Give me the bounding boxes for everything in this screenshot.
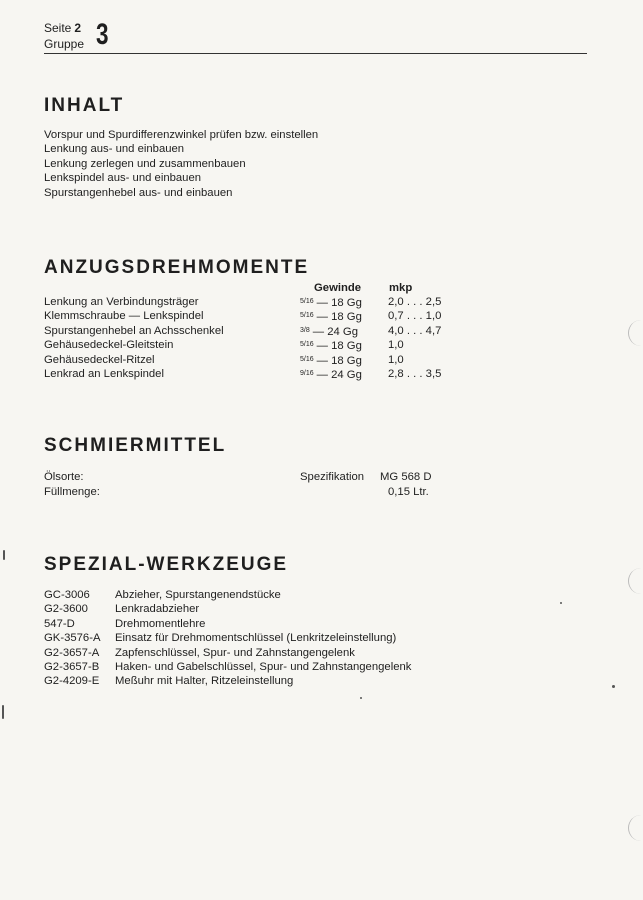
oelsorte-label: Ölsorte: xyxy=(44,471,84,483)
fraction-numerator: 5 xyxy=(300,355,304,363)
fraction-slash: / xyxy=(303,355,306,363)
tool-code: G2-3657-A xyxy=(44,646,100,659)
fraction-numerator: 9 xyxy=(300,370,304,377)
tool-code: G2-3600 xyxy=(44,603,88,616)
torque-part: Lenkung an Verbindungsträger xyxy=(44,296,199,308)
fuellmenge-value: 0,15 Ltr. xyxy=(388,486,429,498)
torque-part: Gehäusedeckel-Gleitstein xyxy=(44,339,174,352)
gewinde-pitch: — 18 Gg xyxy=(316,297,362,309)
tool-description: Haken- und Gabelschlüssel, Spur- und Zahnstangengelenk xyxy=(115,661,412,673)
tool-description: Drehmomentlehre xyxy=(115,617,206,630)
spezifikation-value: MG 568 D xyxy=(380,471,432,483)
inhalt-item: Spurstangenhebel aus- und einbauen xyxy=(44,186,233,199)
gruppe-number: 3 xyxy=(96,18,109,51)
torque-mkp: 1,0 xyxy=(388,353,404,366)
tool-code: G2-3657-B xyxy=(44,661,100,673)
torque-gewinde xyxy=(300,324,358,339)
anzugsdrehmomente-heading: ANZUGSDREHMOMENTE xyxy=(44,257,310,278)
torque-gewinde xyxy=(300,353,362,368)
fraction-denominator: 16 xyxy=(305,298,314,305)
inhalt-item: Lenkung aus- und einbauen xyxy=(44,143,185,156)
schmiermittel-heading: SCHMIERMITTEL xyxy=(44,435,227,456)
gewinde-column-header: Gewinde xyxy=(314,282,362,294)
inhalt-item: Lenkung zerlegen und zusammenbauen xyxy=(44,157,246,170)
torque-part: Klemmschraube — Lenkspindel xyxy=(44,310,204,323)
torque-part: Gehäusedeckel-Ritzel xyxy=(44,353,155,366)
tool-code: 547-D xyxy=(44,617,75,630)
seite-label: Seite xyxy=(44,21,72,35)
fraction-numerator: 5 xyxy=(300,298,304,305)
fraction-numerator: 5 xyxy=(300,312,304,320)
torque-part: Spurstangenhebel an Achsschenkel xyxy=(44,324,224,337)
fraction-slash: / xyxy=(303,298,306,305)
inhalt-item: Vorspur und Spurdifferenzwinkel prüfen bzw. einstellen xyxy=(44,129,319,141)
gewinde-pitch: — 18 Gg xyxy=(316,354,362,367)
inhalt-item: Lenkspindel aus- und einbauen xyxy=(44,172,202,185)
tool-description: Abzieher, Spurstangenendstücke xyxy=(115,589,281,601)
torque-mkp: 0,7 . . . 1,0 xyxy=(388,310,442,323)
tool-description: Zapfenschlüssel, Spur- und Zahnstangengelenk xyxy=(115,646,355,659)
fraction-denominator: 16 xyxy=(305,355,314,363)
spezifikation-label: Spezifikation xyxy=(300,471,365,483)
tool-description: Lenkradabzieher xyxy=(115,603,200,616)
tool-code: GC-3006 xyxy=(44,589,90,601)
seite-number: 2 xyxy=(74,21,82,35)
fraction-slash: / xyxy=(303,341,306,349)
fraction-denominator: 16 xyxy=(305,341,314,349)
tool-code: G2-4209-E xyxy=(44,675,100,688)
torque-mkp: 2,8 . . . 3,5 xyxy=(388,368,442,380)
fraction-denominator: 8 xyxy=(305,326,310,334)
fuellmenge-label: Füllmenge: xyxy=(44,486,100,498)
fraction-numerator: 5 xyxy=(300,341,304,349)
torque-mkp: 1,0 xyxy=(388,339,404,352)
seite-line xyxy=(44,21,81,35)
fraction-denominator: 16 xyxy=(305,312,314,320)
scan-edge-mark xyxy=(628,320,643,346)
header-rule xyxy=(44,53,587,54)
scan-edge-mark xyxy=(628,815,643,841)
torque-gewinde xyxy=(300,367,362,382)
inhalt-list xyxy=(44,128,318,200)
torque-mkp: 2,0 . . . 2,5 xyxy=(388,296,442,308)
mkp-column-header: mkp xyxy=(389,282,413,294)
gewinde-pitch: — 24 Gg xyxy=(316,369,362,381)
fraction-slash: / xyxy=(303,370,306,377)
gewinde-pitch: — 18 Gg xyxy=(316,340,362,353)
fraction-numerator: 3 xyxy=(300,326,304,334)
tool-description: Einsatz für Drehmomentschlüssel (Lenkritzeleinstellung) xyxy=(115,632,397,645)
torque-mkp: 4,0 . . . 4,7 xyxy=(388,324,442,337)
gruppe-label: Gruppe xyxy=(44,37,85,51)
fraction-denominator: 16 xyxy=(305,370,314,377)
tool-description: Meßuhr mit Halter, Ritzeleinstellung xyxy=(115,675,294,688)
werkzeuge-heading: SPEZIAL-WERKZEUGE xyxy=(44,554,289,575)
scan-edge-mark xyxy=(628,568,643,594)
gewinde-pitch: — 18 Gg xyxy=(316,311,362,324)
torque-part: Lenkrad an Lenkspindel xyxy=(44,368,164,380)
torque-gewinde xyxy=(300,309,362,324)
torque-gewinde xyxy=(300,338,362,353)
tool-code: GK-3576-A xyxy=(44,632,101,645)
gewinde-pitch: — 24 Gg xyxy=(312,325,358,338)
torque-gewinde xyxy=(300,295,362,310)
fraction-slash: / xyxy=(303,326,306,334)
fraction-slash: / xyxy=(303,312,306,320)
inhalt-heading: INHALT xyxy=(44,95,125,116)
